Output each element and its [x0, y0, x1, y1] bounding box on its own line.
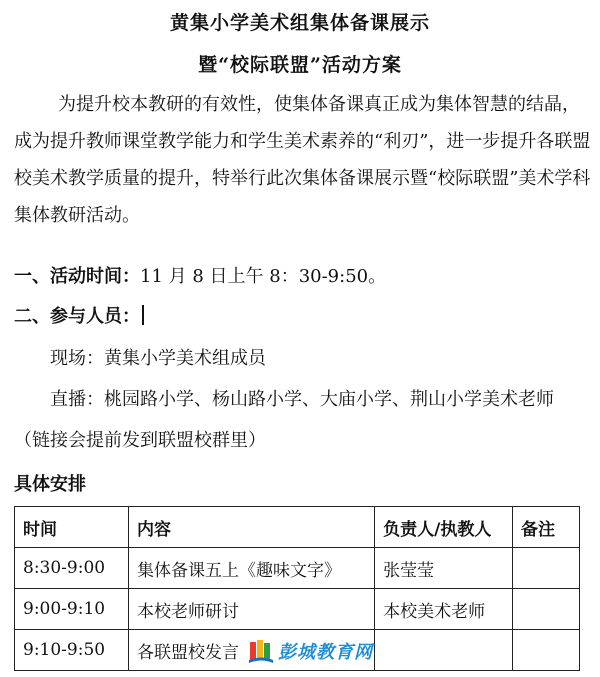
cell-content: 本校老师研讨	[129, 589, 375, 630]
activity-time-line	[14, 262, 386, 288]
live-participants: 直播：桃园路小学、杨山路小学、大庙小学、荆山小学美术老师	[50, 389, 554, 410]
activity-time-value: 11 月 8 日上午 8：30-9:50。	[140, 266, 387, 287]
participants-line	[14, 302, 144, 328]
watermark-text: 彭城教育网	[278, 642, 373, 663]
document-title: 黄集小学美术组集体备课展示	[169, 12, 430, 34]
header-person: 负责人/执教人	[375, 507, 513, 548]
cell-content: 各联盟校发言	[129, 630, 375, 671]
activity-time-label: 一、活动时间：	[14, 266, 140, 287]
book-logo-icon	[248, 638, 274, 664]
cell-notes	[512, 589, 579, 630]
cell-person	[375, 630, 513, 671]
document-subtitle: 暨“校际联盟”活动方案	[198, 54, 402, 76]
text-cursor	[142, 305, 144, 325]
cell-person: 本校美术老师	[375, 589, 513, 630]
cell-time: 8:30-9:00	[15, 548, 129, 589]
header-time: 时间	[15, 507, 129, 548]
table-row	[15, 589, 580, 630]
header-notes: 备注	[512, 507, 579, 548]
intro-paragraph: 为提升校本教研的有效性，使集体备课真正成为集体智慧的结晶，成为提升教师课堂教学能力和学生美术素养的“利刃”，进一步提升各联盟校美术教学质量的提升，特举行此次集体备课展示暨“校际联盟”美术学科集体教研活动。	[14, 94, 591, 226]
cell-time: 9:10-9:50	[15, 630, 129, 671]
live-link-note: （链接会提前发到联盟校群里）	[14, 430, 266, 451]
header-content: 内容	[129, 507, 375, 548]
onsite-participants: 现场：黄集小学美术组成员	[50, 348, 266, 369]
table-header-row	[15, 507, 580, 548]
cell-content: 集体备课五上《趣味文字》	[129, 548, 375, 589]
schedule-heading: 具体安排	[14, 474, 86, 495]
table-row	[15, 548, 580, 589]
watermark	[248, 634, 378, 668]
cell-time: 9:00-9:10	[15, 589, 129, 630]
participants-label: 二、参与人员：	[14, 306, 140, 327]
cell-notes	[512, 630, 579, 671]
cell-notes	[512, 548, 579, 589]
cell-person: 张莹莹	[375, 548, 513, 589]
